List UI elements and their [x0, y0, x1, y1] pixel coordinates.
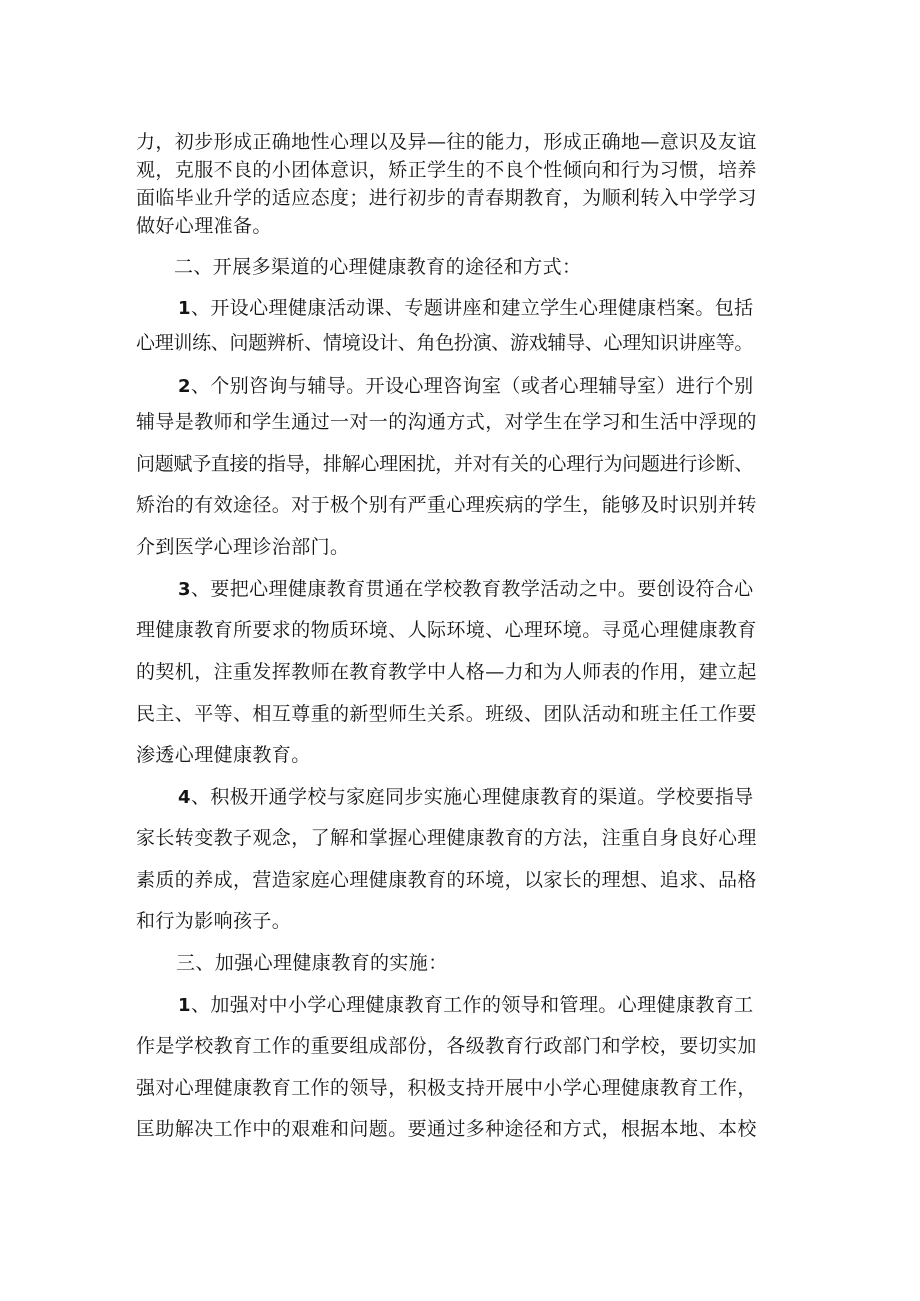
paragraph-line: 矫治的有效途径。对于极个别有严重心理疾病的学生，能够及时识别并转 [136, 494, 757, 516]
paragraph-line: 理健康教育所要求的物质环境、人际环境、心理环境。寻觅心理健康教育 [136, 619, 757, 641]
list-item-first-line [178, 374, 754, 399]
item-text: 、加强对中小学心理健康教育工作的领导和管理。心理健康教育工 [190, 994, 754, 1016]
list-item-first-line [178, 296, 754, 321]
item-text: 、个别咨询与辅导。开设心理咨询室（或者心理辅导室）进行个别 [190, 375, 754, 397]
paragraph-line: 渗透心理健康教育。 [136, 744, 311, 766]
paragraph-line: 做好心理准备。 [136, 215, 272, 237]
item-number: 1 [178, 298, 191, 319]
paragraph-line: 素质的养成，营造家庭心理健康教育的环境，以家长的理想、追求、品格 [136, 869, 757, 891]
list-item-first-line [178, 993, 754, 1018]
paragraph-line: 匡助解决工作中的艰难和问题。要通过多种途径和方式，根据本地、本校 [136, 1118, 757, 1140]
list-item-first-line [178, 785, 754, 810]
section-heading: 二、开展多渠道的心理健康教育的途径和方式： [174, 256, 582, 278]
item-number: 3 [178, 579, 191, 600]
paragraph-line: 家长转变教子观念，了解和掌握心理健康教育的方法，注重自身良好心理 [136, 827, 757, 849]
section-heading: 三、加强心理健康教育的实施： [176, 952, 448, 974]
item-text: 、开设心理健康活动课、专题讲座和建立学生心理健康档案。包括 [190, 297, 754, 319]
paragraph-line: 面临毕业升学的适应态度；进行初步的青春期教育，为顺利转入中学学习 [136, 187, 757, 209]
paragraph-line: 强对心理健康教育工作的领导，积极支持开展中小学心理健康教育工作， [136, 1077, 757, 1099]
item-number: 2 [178, 376, 191, 397]
item-number: 1 [178, 995, 191, 1016]
paragraph-line: 问题赋予直接的指导，排解心理困扰，并对有关的心理行为问题进行诊断、 [136, 453, 754, 475]
item-number: 4 [178, 787, 191, 808]
list-item-first-line [178, 577, 754, 602]
paragraph-line: 的契机，注重发挥教师在教育教学中人格—力和为人师表的作用，建立起 [136, 661, 757, 683]
paragraph-line: 辅导是教师和学生通过一对一的沟通方式，对学生在学习和生活中浮现的 [136, 411, 757, 433]
paragraph-line: 和行为影响孩子。 [136, 910, 292, 932]
item-text: 、要把心理健康教育贯通在学校教育教学活动之中。要创设符合心 [190, 578, 754, 600]
paragraph-line: 介到医学心理诊治部门。 [136, 536, 350, 558]
paragraph-line: 力，初步形成正确地性心理以及异—往的能力，形成正确地—意识及友谊 [136, 131, 757, 153]
item-text: 、积极开通学校与家庭同步实施心理健康教育的渠道。学校要指导 [190, 786, 754, 808]
paragraph-line: 心理训练、问题辨析、情境设计、角色扮演、游戏辅导、心理知识讲座等。 [136, 332, 754, 354]
paragraph-line: 观，克服不良的小团体意识，矫正学生的不良个性倾向和行为习惯，培养 [136, 159, 757, 181]
paragraph-line: 作是学校教育工作的重要组成部份，各级教育行政部门和学校，要切实加 [136, 1035, 757, 1057]
paragraph-line: 民主、平等、相互尊重的新型师生关系。班级、团队活动和班主任工作要 [136, 703, 757, 725]
